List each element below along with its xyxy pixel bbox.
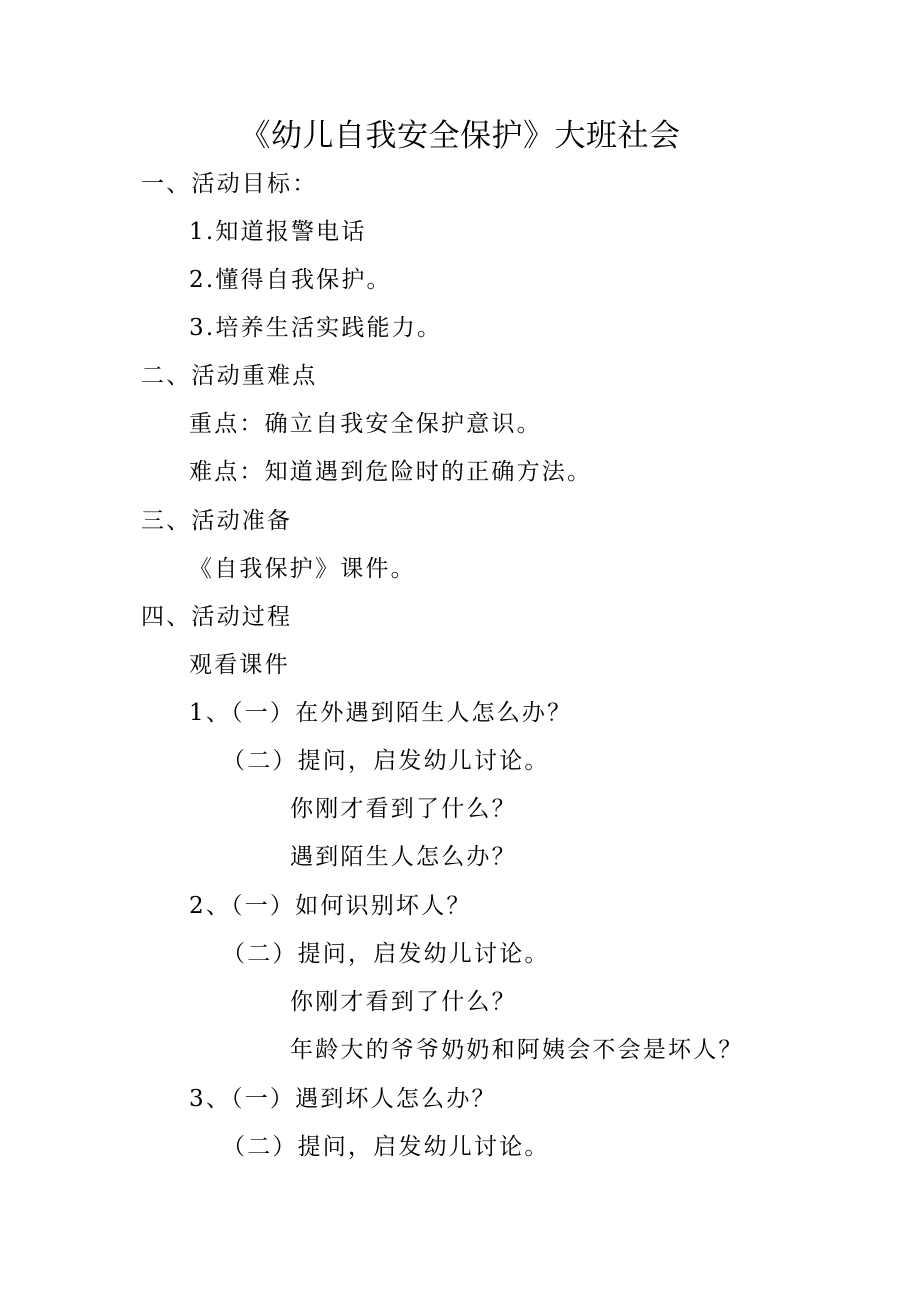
- goal-item-2: 2.懂得自我保护。: [189, 267, 392, 293]
- difficulty-text: 难点：知道遇到危险时的正确方法。: [189, 459, 593, 485]
- step-1-question-1: 你刚才看到了什么？: [290, 796, 517, 822]
- preparation-materials: 《自我保护》课件。: [189, 556, 416, 582]
- goal-item-1: 1.知道报警电话: [189, 219, 367, 245]
- step-1-part-2: （二）提问，启发幼儿讨论。: [222, 748, 550, 774]
- step-3-part-1: 3、（一）遇到坏人怎么办？: [189, 1086, 497, 1112]
- section-heading-key-points: 二、活动重难点: [141, 363, 318, 389]
- goal-item-3: 3.培养生活实践能力。: [189, 315, 443, 341]
- section-heading-preparation: 三、活动准备: [141, 508, 293, 534]
- step-2-question-1: 你刚才看到了什么？: [290, 989, 517, 1015]
- step-3-part-2: （二）提问，启发幼儿讨论。: [222, 1134, 550, 1160]
- step-2-part-1: 2、（一）如何识别坏人？: [189, 893, 472, 919]
- step-1-question-2: 遇到陌生人怎么办？: [290, 844, 517, 870]
- section-heading-goals: 一、活动目标：: [141, 171, 318, 197]
- step-2-question-2: 年龄大的爷爷奶奶和阿姨会不会是坏人？: [290, 1037, 744, 1063]
- section-heading-process: 四、活动过程: [141, 604, 293, 630]
- step-1-part-1: 1、（一）在外遇到陌生人怎么办？: [189, 700, 573, 726]
- document-title: 《幼儿自我安全保护》大班社会: [239, 118, 681, 154]
- process-intro: 观看课件: [189, 652, 290, 678]
- step-2-part-2: （二）提问，启发幼儿讨论。: [222, 941, 550, 967]
- key-point-text: 重点：确立自我安全保护意识。: [189, 411, 542, 437]
